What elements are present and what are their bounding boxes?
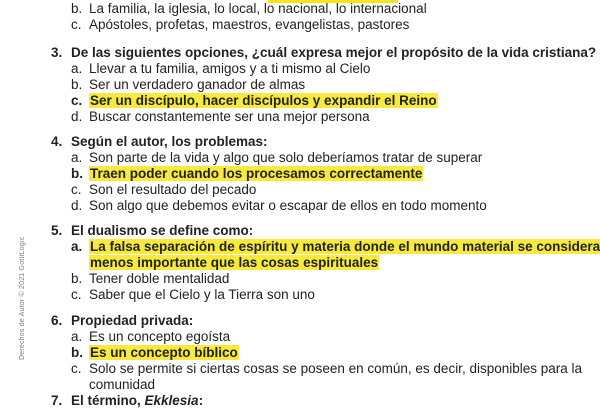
- option-text-highlighted: Ser un discípulo, hacer discípulos y expandir el Reino: [90, 93, 437, 108]
- option-text: Es un concepto egoísta: [89, 329, 231, 344]
- option-letter: c.: [71, 93, 83, 108]
- option-text: Ser un verdadero ganador de almas: [89, 77, 306, 92]
- option-text-highlighted: Traen poder cuando los procesamos correctamente: [90, 166, 423, 181]
- option-letter: c.: [71, 361, 82, 376]
- question-text: [71, 393, 203, 408]
- option-text: Saber que el Cielo y la Tierra son uno: [89, 287, 315, 302]
- option-text: Solo se permite si ciertas cosas se poseen en común, es decir, disponibles para la: [89, 361, 583, 376]
- option-text-highlighted: Es un concepto bíblico: [90, 345, 238, 360]
- option-text: Llevar a tu familia, amigos y a ti mismo al Cielo: [89, 61, 371, 76]
- question-term: Ekklesia: [144, 393, 199, 408]
- option-text: Tener doble mentalidad: [89, 271, 230, 286]
- option-letter: a.: [71, 61, 83, 76]
- question-number: 4.: [51, 134, 63, 149]
- option-letter: b.: [71, 271, 83, 286]
- option-text: La familia, la iglesia, lo local, lo nacional, lo internacional: [89, 1, 427, 16]
- option-letter: c.: [71, 17, 82, 32]
- option-text: comunidad: [89, 377, 156, 392]
- question-text: De las siguientes opciones, ¿cuál expresa mejor el propósito de la vida cristiana?: [71, 45, 597, 60]
- question-text: El dualismo se define como:: [71, 223, 254, 238]
- option-letter: d.: [71, 198, 83, 213]
- option-text: Son parte de la vida y algo que solo deberíamos tratar de superar: [89, 150, 483, 165]
- option-letter: b.: [71, 345, 83, 360]
- option-letter: a.: [71, 239, 83, 254]
- option-text: Apóstoles, profetas, maestros, evangelistas, pastores: [89, 17, 410, 32]
- option-text-highlighted: La falsa separación de espíritu y materia donde el mundo material se considera: [90, 239, 600, 254]
- option-letter: b.: [71, 166, 83, 181]
- question-number: 7.: [51, 393, 63, 408]
- option-text-highlighted: menos importante que las cosas espirituales: [90, 255, 379, 270]
- option-letter: c.: [71, 182, 82, 197]
- option-text: Buscar constantemente ser una mejor persona: [89, 109, 370, 124]
- option-letter: a.: [71, 329, 83, 344]
- option-letter: c.: [71, 287, 82, 302]
- option-text: Son algo que debemos evitar o escapar de ellos en todo momento: [89, 198, 487, 213]
- option-text: Son el resultado del pecado: [89, 182, 257, 197]
- question-text: Propiedad privada:: [71, 313, 194, 328]
- option-letter: a.: [71, 150, 83, 165]
- question-number: 6.: [51, 313, 63, 328]
- option-letter: d.: [71, 109, 83, 124]
- option-letter: b.: [71, 1, 83, 16]
- copyright-note: Derechos de Autor © 2021 GotItLogic: [19, 236, 26, 360]
- question-text-suffix: :: [198, 393, 204, 408]
- question-text-prefix: El término,: [71, 393, 145, 408]
- question-text: Según el autor, los problemas:: [71, 134, 268, 149]
- question-number: 3.: [51, 45, 63, 60]
- option-letter: b.: [71, 77, 83, 92]
- question-number: 5.: [51, 223, 63, 238]
